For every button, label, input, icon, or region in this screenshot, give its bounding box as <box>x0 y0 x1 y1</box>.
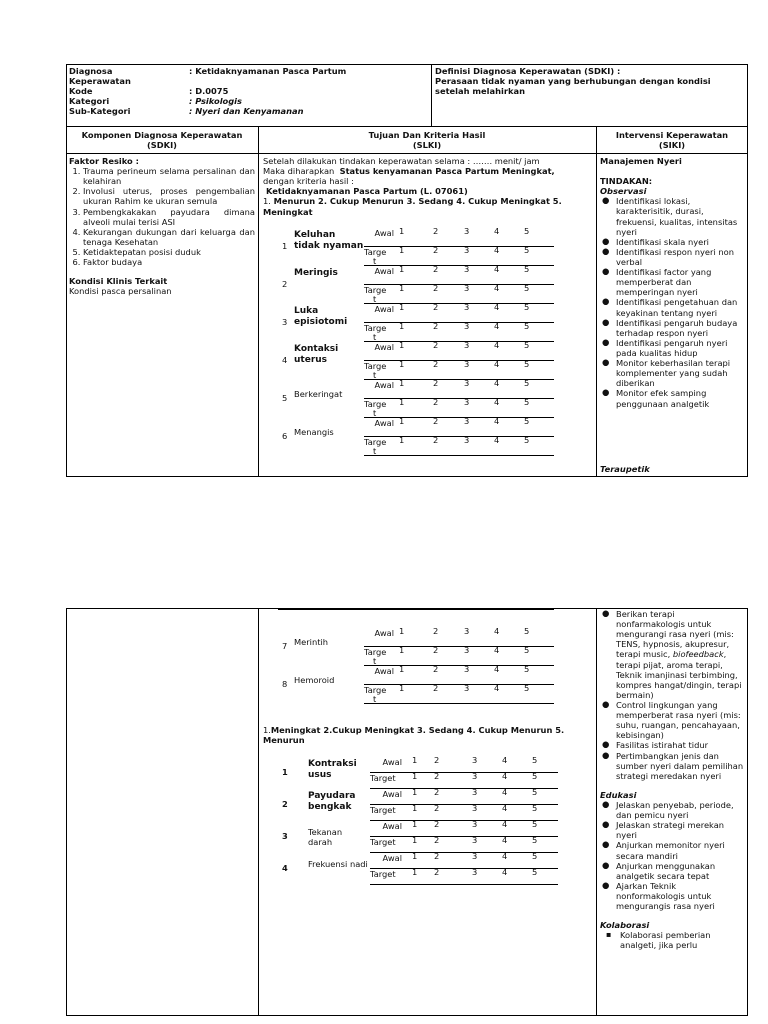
criterion-block <box>278 666 554 704</box>
score-4: 4 <box>502 819 508 829</box>
score-3: 3 <box>464 302 470 312</box>
score-1: 1 <box>399 626 405 636</box>
score-4: 4 <box>494 645 500 655</box>
row-label: Targe t <box>364 285 387 305</box>
criterion-block <box>278 821 558 853</box>
row-label: Target <box>370 869 396 879</box>
score-2: 2 <box>434 803 440 813</box>
kondisi-text: Kondisi pasca persalinan <box>69 286 172 297</box>
criterion-number: 8 <box>282 679 288 689</box>
score-5: 5 <box>532 835 538 845</box>
score-2: 2 <box>433 283 439 293</box>
score-5: 5 <box>524 645 530 655</box>
score-3: 3 <box>464 245 470 255</box>
score-1: 1 <box>412 787 418 797</box>
score-3: 3 <box>472 835 478 845</box>
row-label: Awal <box>374 228 394 238</box>
row-label: Target <box>370 805 396 815</box>
criterion-block <box>278 853 558 885</box>
col3-header: Intervensi Keperawatan (SIKI) <box>615 130 729 151</box>
score-3: 3 <box>464 264 470 274</box>
row-label: Targe t <box>364 647 387 667</box>
score-3: 3 <box>464 626 470 636</box>
definition: Definisi Diagnosa Keperawatan (SDKI) : Perasaan tidak nyaman yang berhubungan dengan kondisi setelah melahirkan <box>435 66 711 97</box>
score-2: 2 <box>433 264 439 274</box>
score-4: 4 <box>494 626 500 636</box>
row-label: Awal <box>374 266 394 276</box>
row-label: Targe t <box>364 399 387 419</box>
score-5: 5 <box>524 626 530 636</box>
awal-row <box>370 821 558 837</box>
score-3: 3 <box>464 321 470 331</box>
score-1: 1 <box>399 340 405 350</box>
score-4: 4 <box>502 755 508 765</box>
score-3: 3 <box>464 283 470 293</box>
criteria-table-1 <box>278 228 554 460</box>
score-4: 4 <box>502 803 508 813</box>
score-1: 1 <box>412 835 418 845</box>
terapeutik-list: ● Berikan terapi nonfarmakologis untuk mengurangi rasa nyeri (mis: TENS, hypnosis, akupresur, terapi music, biofeedback, terapi pijat, aroma terapi, Teknik imanjinasi terbimbing, kompres hangat/dingin, terapi bermain) ● Control lingkungan yang memperberat rasa nyeri (mis: suhu, ruangan, pencahayaan, kebisingan) ● Fasilitas istirahat tidur ● Pertimbangkan jenis dan sumber nyeri dalam pemilihan strategi meredakan nyeri <box>600 609 746 781</box>
score-4: 4 <box>494 340 500 350</box>
score-1: 1 <box>399 226 405 236</box>
observasi-list: ● Identifikasi lokasi, karakterisitik, durasi, frekuensi, kualitas, intensitas nyeri ● Identifikasi skala nyeri ● Identifikasi respon nyeri non verbal ● Identifikasi factor yang memperberat dan memperingan nyeri ● Identifikasi pengetahuan dan keyakinan tentang nyeri ● Identifikasi pengaruh budaya terhadap respon nyeri ● Identifikasi pengaruh nyeri pada kualitas hidup ● Monitor keberhasilan terapi komplementer yang sudah diberikan ● Monitor efek samping penggunaan analgetik <box>600 196 746 408</box>
criterion-name: Berkeringat <box>294 389 343 399</box>
score-2: 2 <box>434 755 440 765</box>
criterion-block <box>278 757 558 789</box>
criterion-number: 6 <box>282 431 288 441</box>
criterion-block <box>278 304 554 342</box>
score-2: 2 <box>433 664 439 674</box>
score-4: 4 <box>502 835 508 845</box>
score-4: 4 <box>502 771 508 781</box>
target-row <box>364 685 554 704</box>
criteria-table-2 <box>278 626 554 705</box>
score-2: 2 <box>434 787 440 797</box>
target-row <box>364 437 554 456</box>
score-3: 3 <box>472 803 478 813</box>
criterion-name: Hemoroid <box>294 675 335 685</box>
col2-header: Tujuan Dan Kriteria Hasil (SLKI) <box>368 130 486 151</box>
criterion-block <box>278 380 554 418</box>
score-2: 2 <box>434 851 440 861</box>
row-label: Targe t <box>364 323 387 343</box>
criterion-name: Tekanan darah <box>308 827 343 848</box>
score-4: 4 <box>494 416 500 426</box>
row-label: Awal <box>382 821 402 831</box>
criterion-name: Meringis <box>294 268 338 278</box>
score-4: 4 <box>494 302 500 312</box>
score-4: 4 <box>502 787 508 797</box>
score-5: 5 <box>524 664 530 674</box>
score-5: 5 <box>532 787 538 797</box>
score-4: 4 <box>494 321 500 331</box>
criterion-name: Merintih <box>294 637 329 647</box>
score-2: 2 <box>433 226 439 236</box>
row-label: Awal <box>374 628 394 638</box>
score-5: 5 <box>524 321 530 331</box>
score-5: 5 <box>532 803 538 813</box>
target-row <box>370 805 558 821</box>
score-1: 1 <box>399 664 405 674</box>
score-1: 1 <box>399 416 405 426</box>
score-1: 1 <box>399 283 405 293</box>
score-4: 4 <box>494 378 500 388</box>
criterion-number: 3 <box>282 831 288 841</box>
score-2: 2 <box>433 302 439 312</box>
criterion-name: Kontraksi usus <box>308 759 357 780</box>
row-label: Targe t <box>364 361 387 381</box>
criterion-number: 4 <box>282 355 288 365</box>
col1-header: Komponen Diagnosa Keperawatan (SDKI) <box>81 130 243 151</box>
kondisi-title: Kondisi Klinis Terkait <box>69 276 168 287</box>
score-2: 2 <box>434 835 440 845</box>
score-2: 2 <box>433 435 439 445</box>
score-5: 5 <box>532 771 538 781</box>
score-4: 4 <box>494 359 500 369</box>
criterion-number: 4 <box>282 863 288 873</box>
score-5: 5 <box>524 397 530 407</box>
score-3: 3 <box>464 435 470 445</box>
score-2: 2 <box>434 819 440 829</box>
score-1: 1 <box>412 867 418 877</box>
row-label: Awal <box>382 853 402 863</box>
score-3: 3 <box>464 645 470 655</box>
score-4: 4 <box>494 664 500 674</box>
score-2: 2 <box>433 378 439 388</box>
score-5: 5 <box>524 264 530 274</box>
score-5: 5 <box>524 226 530 236</box>
criterion-number: 2 <box>282 279 288 289</box>
criterion-block <box>278 342 554 380</box>
kolaborasi-title: Kolaborasi <box>600 920 650 931</box>
criterion-number: 5 <box>282 393 288 403</box>
score-1: 1 <box>412 851 418 861</box>
row-label: Awal <box>382 757 402 767</box>
terapeutik-title: Teraupetik <box>600 464 650 474</box>
siki-content-p2 <box>600 609 746 951</box>
criterion-block <box>278 789 558 821</box>
row-label: Targe t <box>364 247 387 267</box>
score-3: 3 <box>464 683 470 693</box>
score-3: 3 <box>472 851 478 861</box>
score-3: 3 <box>472 755 478 765</box>
score-5: 5 <box>524 283 530 293</box>
target-row <box>370 773 558 789</box>
faktor-title: Faktor Resiko : <box>69 156 139 166</box>
edukasi-title: Edukasi <box>600 789 637 800</box>
score-5: 5 <box>532 819 538 829</box>
score-1: 1 <box>399 264 405 274</box>
criterion-block <box>278 418 554 456</box>
awal-row <box>370 757 558 773</box>
score-1: 1 <box>399 321 405 331</box>
row-label: Awal <box>374 380 394 390</box>
score-5: 5 <box>532 851 538 861</box>
criterion-number: 2 <box>282 799 288 809</box>
criterion-block <box>278 628 554 666</box>
awal-row <box>370 789 558 805</box>
score-5: 5 <box>524 302 530 312</box>
score-1: 1 <box>412 771 418 781</box>
score-2: 2 <box>433 245 439 255</box>
row-label: Targe t <box>364 685 387 705</box>
row-label: Target <box>370 837 396 847</box>
criterion-name: Payudara bengkak <box>308 791 356 812</box>
edukasi-list: ● Jelaskan penyebab, periode, dan pemicu nyeri ● Jelaskan strategi merekan nyeri ● Anjurkan memonitor nyeri secara mandiri ● Anjurkan menggunakan analgetik secara tepat ● Ajarkan Teknik nonformakologis untuk mengurangis rasa nyeri <box>600 800 746 911</box>
score-2: 2 <box>433 359 439 369</box>
score-1: 1 <box>412 819 418 829</box>
score-1: 1 <box>399 302 405 312</box>
sdki-content <box>69 156 255 296</box>
score-4: 4 <box>494 435 500 445</box>
criterion-name: Keluhan tidak nyaman <box>294 230 364 251</box>
target-row <box>370 837 558 853</box>
score-5: 5 <box>524 416 530 426</box>
faktor-list: 1. Trauma perineum selama persalinan dan kelahiran 2. Involusi uterus, proses pengembalian ukuran Rahim ke ukuran semula 3. Pembengkakakan payudara dimana alveoli mulai terisi ASI 4. Kekurangan dukungan dari keluarga dan tenaga Kesehatan 5. Ketidaktepatan posisi duduk 6. Faktor budaya <box>69 166 255 267</box>
criterion-number: 3 <box>282 317 288 327</box>
score-5: 5 <box>524 683 530 693</box>
score-2: 2 <box>433 321 439 331</box>
header-values: : Ketidaknyamanan Pasca Partum : D.0075 : Psikologis : Nyeri dan Kenyamanan <box>189 66 347 117</box>
score-1: 1 <box>399 378 405 388</box>
score-3: 3 <box>472 867 478 877</box>
score-4: 4 <box>494 245 500 255</box>
score-1: 1 <box>399 435 405 445</box>
header-labels: Diagnosa Keperawatan Kode Kategori Sub-Kategori <box>69 66 131 117</box>
score-5: 5 <box>524 359 530 369</box>
target-row <box>370 869 558 885</box>
score-2: 2 <box>433 626 439 636</box>
score-4: 4 <box>502 851 508 861</box>
score-3: 3 <box>464 340 470 350</box>
score-3: 3 <box>464 226 470 236</box>
score-4: 4 <box>494 264 500 274</box>
scale-2: 1.Meningkat 2.Cukup Meningkat 3. Sedang 4. Cukup Menurun 5. Menurun <box>263 725 565 746</box>
score-5: 5 <box>524 378 530 388</box>
score-5: 5 <box>524 435 530 445</box>
criterion-name: Frekuensi nadi <box>308 859 368 869</box>
row-label: Target <box>370 773 396 783</box>
score-4: 4 <box>502 867 508 877</box>
score-3: 3 <box>472 787 478 797</box>
score-1: 1 <box>412 755 418 765</box>
score-3: 3 <box>464 378 470 388</box>
score-2: 2 <box>433 645 439 655</box>
score-3: 3 <box>464 359 470 369</box>
slki-intro: Setelah dilakukan tindakan keperawatan selama : ……. menit/ jam Maka diharapkan Status kenyamanan Pasca Partum Meningkat, dengan kriteria hasil : Ketidaknyamanan Pasca Partum (L. 07061) 1. Menurun 2. Cukup Menurun 3. Sedang 4. Cukup Meningkat 5. Meningkat <box>263 156 562 217</box>
criterion-block <box>278 266 554 304</box>
score-3: 3 <box>464 664 470 674</box>
score-2: 2 <box>433 416 439 426</box>
score-5: 5 <box>532 867 538 877</box>
score-1: 1 <box>399 645 405 655</box>
score-4: 4 <box>494 683 500 693</box>
score-3: 3 <box>472 771 478 781</box>
score-3: 3 <box>464 416 470 426</box>
criterion-name: Luka episiotomi <box>294 306 348 327</box>
criterion-number: 7 <box>282 641 288 651</box>
score-4: 4 <box>494 226 500 236</box>
score-1: 1 <box>412 803 418 813</box>
score-2: 2 <box>434 771 440 781</box>
siki-content-p1: Manajemen Nyeri TINDAKAN: Observasi ● Identifikasi lokasi, karakterisitik, durasi, frekuensi, kualitas, intensitas nyeri ● Identifikasi skala nyeri ● Identifikasi respon nyeri non verbal ● Identifikasi factor yang memperberat dan memperingan nyeri ● Identifikasi pengetahuan dan keyakinan tentang nyeri ● Identifikasi pengaruh budaya terhadap respon nyeri ● Identifikasi pengaruh nyeri pada kualitas hidup ● Monitor keberhasilan terapi komplementer yang sudah diberikan ● Monitor efek samping penggunaan analgetik <box>600 156 746 409</box>
score-2: 2 <box>433 397 439 407</box>
score-5: 5 <box>524 340 530 350</box>
score-3: 3 <box>472 819 478 829</box>
score-4: 4 <box>494 283 500 293</box>
kolaborasi-list: ▪ Kolaborasi pemberian analgeti, jika perlu <box>600 930 746 950</box>
score-2: 2 <box>433 340 439 350</box>
score-5: 5 <box>524 245 530 255</box>
score-2: 2 <box>434 867 440 877</box>
row-label: Awal <box>374 666 394 676</box>
awal-row <box>370 853 558 869</box>
score-4: 4 <box>494 397 500 407</box>
row-label: Awal <box>374 342 394 352</box>
criteria-table-3 <box>278 757 558 889</box>
score-2: 2 <box>433 683 439 693</box>
criterion-name: Menangis <box>294 427 334 437</box>
score-1: 1 <box>399 359 405 369</box>
row-label: Awal <box>374 418 394 428</box>
criterion-number: 1 <box>282 241 288 251</box>
criterion-block <box>278 228 554 266</box>
row-label: Awal <box>382 789 402 799</box>
score-5: 5 <box>532 755 538 765</box>
row-label: Awal <box>374 304 394 314</box>
score-1: 1 <box>399 245 405 255</box>
score-1: 1 <box>399 397 405 407</box>
criterion-name: Kontaksi uterus <box>294 344 339 365</box>
criterion-number: 1 <box>282 767 288 777</box>
score-3: 3 <box>464 397 470 407</box>
score-1: 1 <box>399 683 405 693</box>
row-label: Targe t <box>364 437 387 457</box>
